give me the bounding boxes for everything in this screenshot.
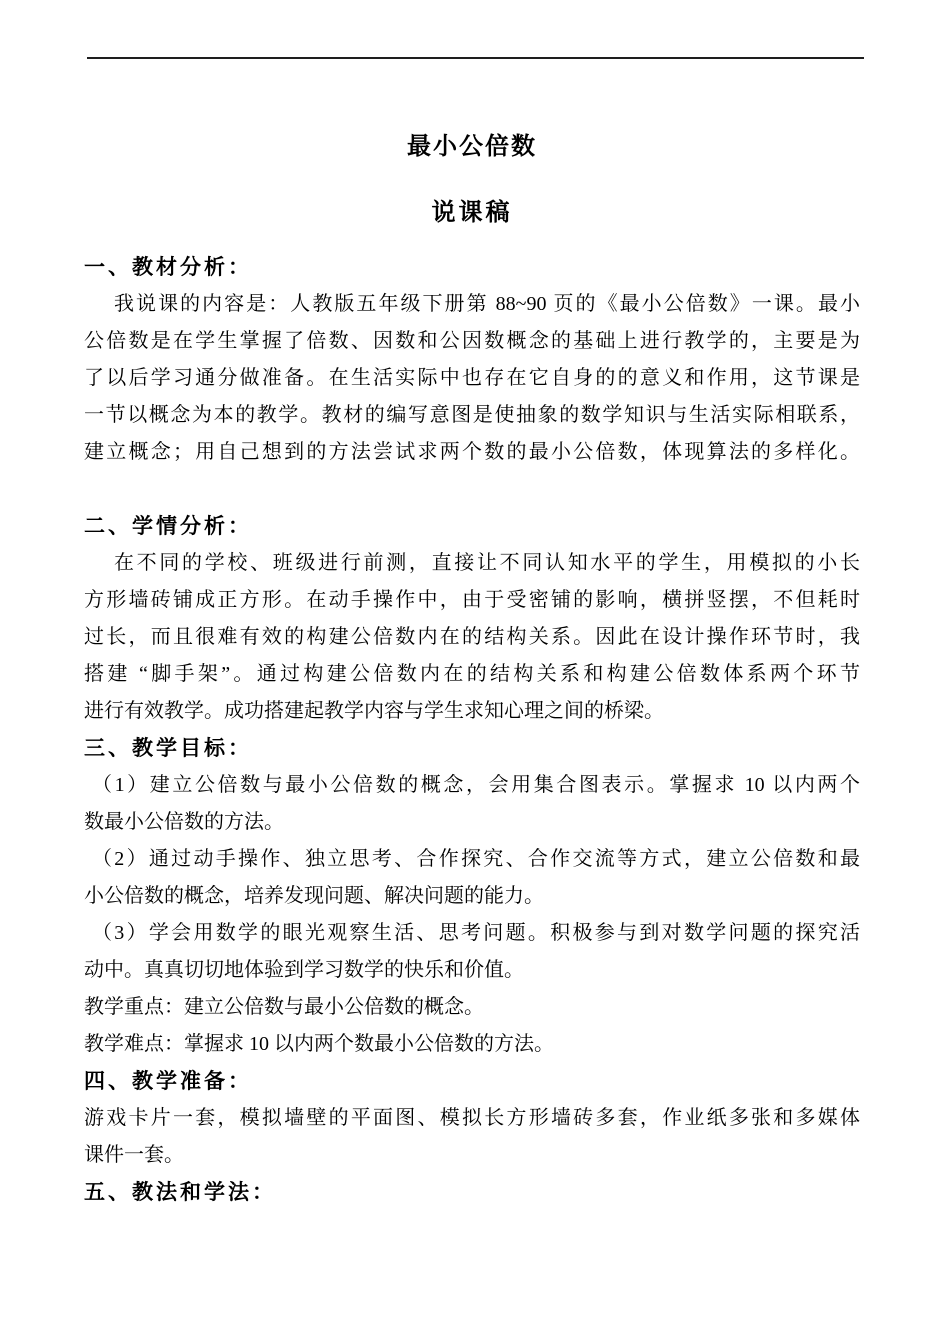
section-heading: 一、教材分析： bbox=[84, 256, 252, 279]
section-heading: 四、教学准备： bbox=[84, 1070, 252, 1093]
blank-line bbox=[84, 471, 860, 508]
paragraph-line: 建立概念；用自己想到的方法尝试求两个数的最小公倍数，体现算法的多样化。 bbox=[84, 441, 860, 463]
paragraph-line: 小公倍数的概念，培养发现问题、解决问题的能力。 bbox=[84, 885, 544, 907]
paragraph-line: 教学难点：掌握求 10 以内两个数最小公倍数的方法。 bbox=[84, 1033, 554, 1055]
paragraph-line: 数最小公倍数的方法。 bbox=[84, 811, 284, 833]
paragraph-line: （3）学会用数学的眼光观察生活、思考问题。积极参与到对数学问题的探究活 bbox=[92, 922, 860, 944]
paragraph-line: 课件一套。 bbox=[84, 1144, 184, 1166]
paragraph-line: 过长，而且很难有效的构建公倍数内在的结构关系。因此在设计操作环节时，我 bbox=[84, 626, 860, 648]
paragraph-line: （1）建立公倍数与最小公倍数的概念，会用集合图表示。掌握求 10 以内两个 bbox=[92, 774, 860, 796]
paragraph-line: 动中。真真切切地体验到学习数学的快乐和价值。 bbox=[84, 959, 524, 981]
section-heading: 二、学情分析： bbox=[84, 515, 252, 538]
paragraph-line: 公倍数是在学生掌握了倍数、因数和公因数概念的基础上进行教学的，主要是为 bbox=[84, 330, 860, 352]
paragraph-line: 一节以概念为本的教学。教材的编写意图是使抽象的数学知识与生活实际相联系， bbox=[84, 404, 860, 426]
paragraph-line: （2）通过动手操作、独立思考、合作探究、合作交流等方式，建立公倍数和最 bbox=[92, 848, 860, 870]
paragraph-line: 教学重点：建立公倍数与最小公倍数的概念。 bbox=[84, 996, 484, 1018]
document-subtitle: 说课稿 bbox=[431, 200, 513, 226]
document-title: 最小公倍数 bbox=[407, 134, 537, 160]
section-heading: 五、教法和学法： bbox=[84, 1181, 276, 1204]
paragraph-line: 了以后学习通分做准备。在生活实际中也存在它自身的的意义和作用，这节课是 bbox=[84, 367, 860, 389]
paragraph-line: 搭建 “脚手架”。通过构建公倍数内在的结构关系和构建公倍数体系两个环节 bbox=[84, 663, 860, 685]
section-heading: 三、教学目标： bbox=[84, 737, 252, 760]
paragraph-line: 进行有效教学。成功搭建起教学内容与学生求知心理之间的桥梁。 bbox=[84, 700, 664, 722]
sections-container bbox=[84, 249, 860, 1211]
paragraph-line: 方形墙砖铺成正方形。在动手操作中，由于受密铺的影响，横拼竖摆，不但耗时 bbox=[84, 589, 860, 611]
paragraph-line: 在不同的学校、班级进行前测，直接让不同认知水平的学生，用模拟的小长 bbox=[114, 552, 860, 574]
document-content bbox=[84, 0, 860, 1211]
paragraph-line: 游戏卡片一套，模拟墙壁的平面图、模拟长方形墙砖多套，作业纸多张和多媒体 bbox=[84, 1107, 860, 1129]
paragraph-line: 我说课的内容是：人教版五年级下册第 88~90 页的《最小公倍数》一课。最小 bbox=[114, 293, 860, 315]
